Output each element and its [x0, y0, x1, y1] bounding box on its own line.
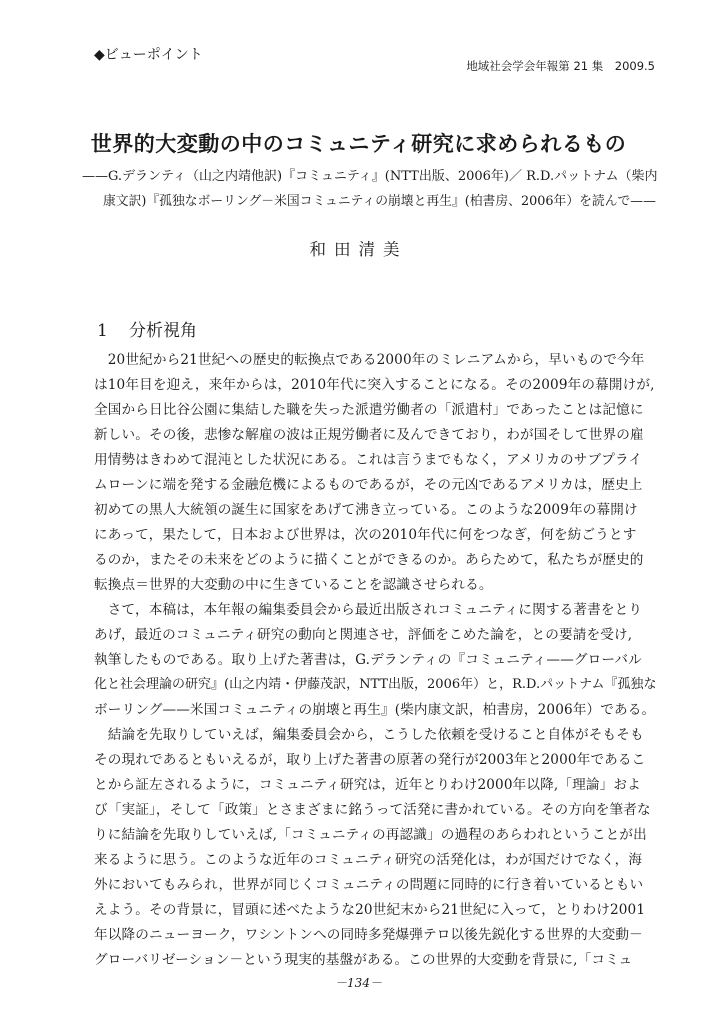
section-number: 1 — [97, 321, 108, 341]
section-label: ◆ビューポイント — [94, 47, 203, 63]
body-line: さて，本稿は，本年報の編集委員会から最近出版されコミュニティに関する著書をとり — [94, 602, 643, 618]
body-line: ボーリング——米国コミュニティの崩壊と再生』(柴内康文訳，柏書房，2006年）である。 — [94, 702, 656, 718]
journal-reference: 地域社会学会年報第 21 集 2009.5 — [466, 59, 655, 73]
body-line: にあって，果たして，日本および世界は，次の2010年代に何をつなぎ，何を紡ごうとす — [94, 527, 637, 543]
body-line: 年以降のニューヨーク，ワシントンへの同時多発爆弾テロ以後先鋭化する世界的大変動－ — [94, 927, 643, 943]
article-title: 世界的大変動の中のコミュニティ研究に求められるもの — [90, 131, 627, 156]
body-line: 来るように思う。このような近年のコミュニティ研究の活発化は，わが国だけでなく，海 — [94, 852, 643, 868]
body-line: 用情勢はきわめて混沌とした状況にある。これは言うまでもなく，アメリカのサブプライ — [94, 452, 643, 468]
body-line: グローバリゼーション－という現実的基盤がある。この世界的大変動を背景に,「コミュ — [94, 952, 633, 968]
body-line: りに結論を先取りしていえば,「コミュニティの再認識」の過程のあらわれということが出 — [94, 827, 647, 843]
body-line: その現れであるともいえるが，取り上げた著書の原著の発行が2003年と2000年であるこ — [94, 752, 646, 768]
body-line: あげ，最近のコミュニティ研究の動向と関連させ，評価をこめた論を，との要請を受け, — [94, 627, 633, 643]
page-number: －134－ — [335, 976, 382, 990]
body-line: 初めての黒人大統領の誕生に国家をあげて沸き立っている。このような2009年の幕開け — [94, 502, 638, 518]
body-line: 化と社会理論の研究』(山之内靖・伊藤茂訳，NTT出版，2006年）と，R.D.パットナム『孤独な — [94, 677, 657, 692]
body-line: えよう。その背景に，冒頭に述べたような20世紀末から21世紀に入って，とりわけ2001 — [94, 902, 646, 918]
body-line: とから証左されるように，コミュニティ研究は，近年とりわけ2000年以降,「理論」およ — [94, 777, 641, 793]
body-line: 転換点＝世界的大変動の中に生きていることを認識させられる。 — [94, 577, 493, 593]
article-subtitle-line-1: ——G.デランティ（山之内靖他訳)『コミュニティ』(NTT出版、2006年)／ R.D.パットナム（柴内 — [82, 169, 658, 184]
body-line: 結論を先取りしていえば，編集委員会から，こうした依頼を受けること自体がそもそも — [94, 727, 644, 743]
body-line: は10年目を迎え，来年からは，2010年代に突入することになる。その2009年の幕開けが, — [94, 377, 655, 393]
section-heading — [97, 316, 197, 341]
body-line: 執筆したものである。取り上げた著書は，G.デランティの『コミュニティ——グローバル — [94, 652, 642, 668]
section-title: 分析視角 — [129, 321, 197, 341]
body-line: び「実証」，そして「政策」とさまざまに銘うって活発に書かれている。その方向を筆者な — [94, 802, 651, 818]
body-line: 20世紀から21世紀への歴史的転換点である2000年のミレニアムから，早いもので今年 — [94, 352, 645, 368]
author-name: 和田清美 — [309, 240, 408, 259]
body-line: 新しい。その後，悲惨な解雇の波は正規労働者に及んできており，わが国そして世界の雇 — [94, 427, 644, 443]
body-line: 外においてもみられ，世界が同じくコミュニティの問題に同時的に行き着いているともい — [94, 877, 644, 893]
article-subtitle-line-2: 康文訳)『孤独なボーリング－米国コミュニティの崩壊と再生』(柏書房、2006年）を読んで—— — [103, 194, 656, 209]
body-line: ムローンに端を発する金融危機によるものであるが，その元凶であるアメリカは，歴史上 — [94, 477, 643, 493]
body-line: 全国から日比谷公園に集結した職を失った派遣労働者の「派遣村」であったことは記憶に — [94, 402, 644, 418]
body-line: るのか，またその未来をどのように描くことができるのか。あらためて，私たちが歴史的 — [94, 552, 644, 568]
